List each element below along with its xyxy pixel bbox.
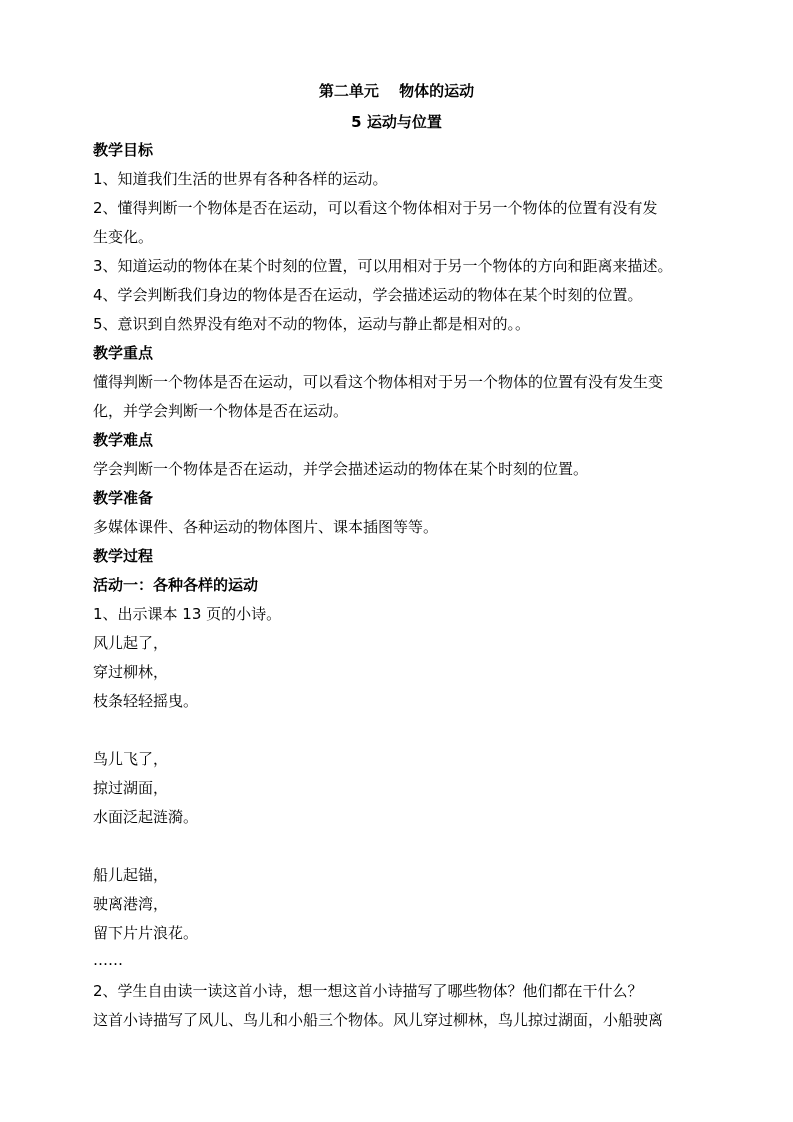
text-line: 1、出示课本 13 页的小诗。 bbox=[93, 605, 282, 623]
heading-key-points: 教学重点 bbox=[93, 344, 154, 362]
poem-line: 掠过湖面， bbox=[93, 779, 169, 797]
text-line: 多媒体课件、各种运动的物体图片、课本插图等等。 bbox=[93, 518, 439, 536]
poem-line: 船儿起锚， bbox=[93, 866, 169, 884]
text-line: 生变化。 bbox=[93, 228, 154, 246]
text-line: 2、学生自由读一读这首小诗，想一想这首小诗描写了哪些物体？他们都在干什么？ bbox=[93, 982, 643, 1000]
heading-difficulties: 教学难点 bbox=[93, 431, 154, 449]
poem-line: 留下片片浪花。 bbox=[93, 924, 199, 942]
ellipsis-line: …… bbox=[93, 951, 123, 969]
heading-process: 教学过程 bbox=[93, 547, 154, 565]
heading-teaching-goals: 教学目标 bbox=[93, 141, 154, 159]
poem-line: 枝条轻轻摇曳。 bbox=[93, 692, 199, 710]
poem-line: 驶离港湾， bbox=[93, 895, 169, 913]
text-line: 3、知道运动的物体在某个时刻的位置，可以用相对于另一个物体的方向和距离来描述。 bbox=[93, 257, 673, 275]
text-line: 5、意识到自然界没有绝对不动的物体，运动与静止都是相对的。。 bbox=[93, 315, 531, 333]
text-line: 懂得判断一个物体是否在运动，可以看这个物体相对于另一个物体的位置有没有发生变 bbox=[93, 373, 664, 391]
poem-line: 风儿起了， bbox=[93, 634, 169, 652]
poem-line: 鸟儿飞了， bbox=[93, 750, 169, 768]
unit-title: 第二单元 物体的运动 bbox=[318, 82, 475, 100]
poem-line: 穿过柳林， bbox=[93, 663, 169, 681]
text-line: 化，并学会判断一个物体是否在运动。 bbox=[93, 402, 349, 420]
poem-line: 水面泛起涟漪。 bbox=[93, 808, 199, 826]
lesson-title: 5 运动与位置 bbox=[351, 113, 442, 131]
text-line: 学会判断一个物体是否在运动，并学会描述运动的物体在某个时刻的位置。 bbox=[93, 460, 589, 478]
heading-activity-one: 活动一：各种各样的运动 bbox=[93, 576, 259, 594]
text-line: 1、知道我们生活的世界有各种各样的运动。 bbox=[93, 170, 388, 188]
text-line: 2、懂得判断一个物体是否在运动，可以看这个物体相对于另一个物体的位置有没有发 bbox=[93, 199, 658, 217]
text-line: 4、学会判断我们身边的物体是否在运动，学会描述运动的物体在某个时刻的位置。 bbox=[93, 286, 643, 304]
text-line: 这首小诗描写了风儿、鸟儿和小船三个物体。风儿穿过柳林，鸟儿掠过湖面，小船驶离 bbox=[93, 1011, 664, 1029]
heading-preparation: 教学准备 bbox=[93, 489, 154, 507]
